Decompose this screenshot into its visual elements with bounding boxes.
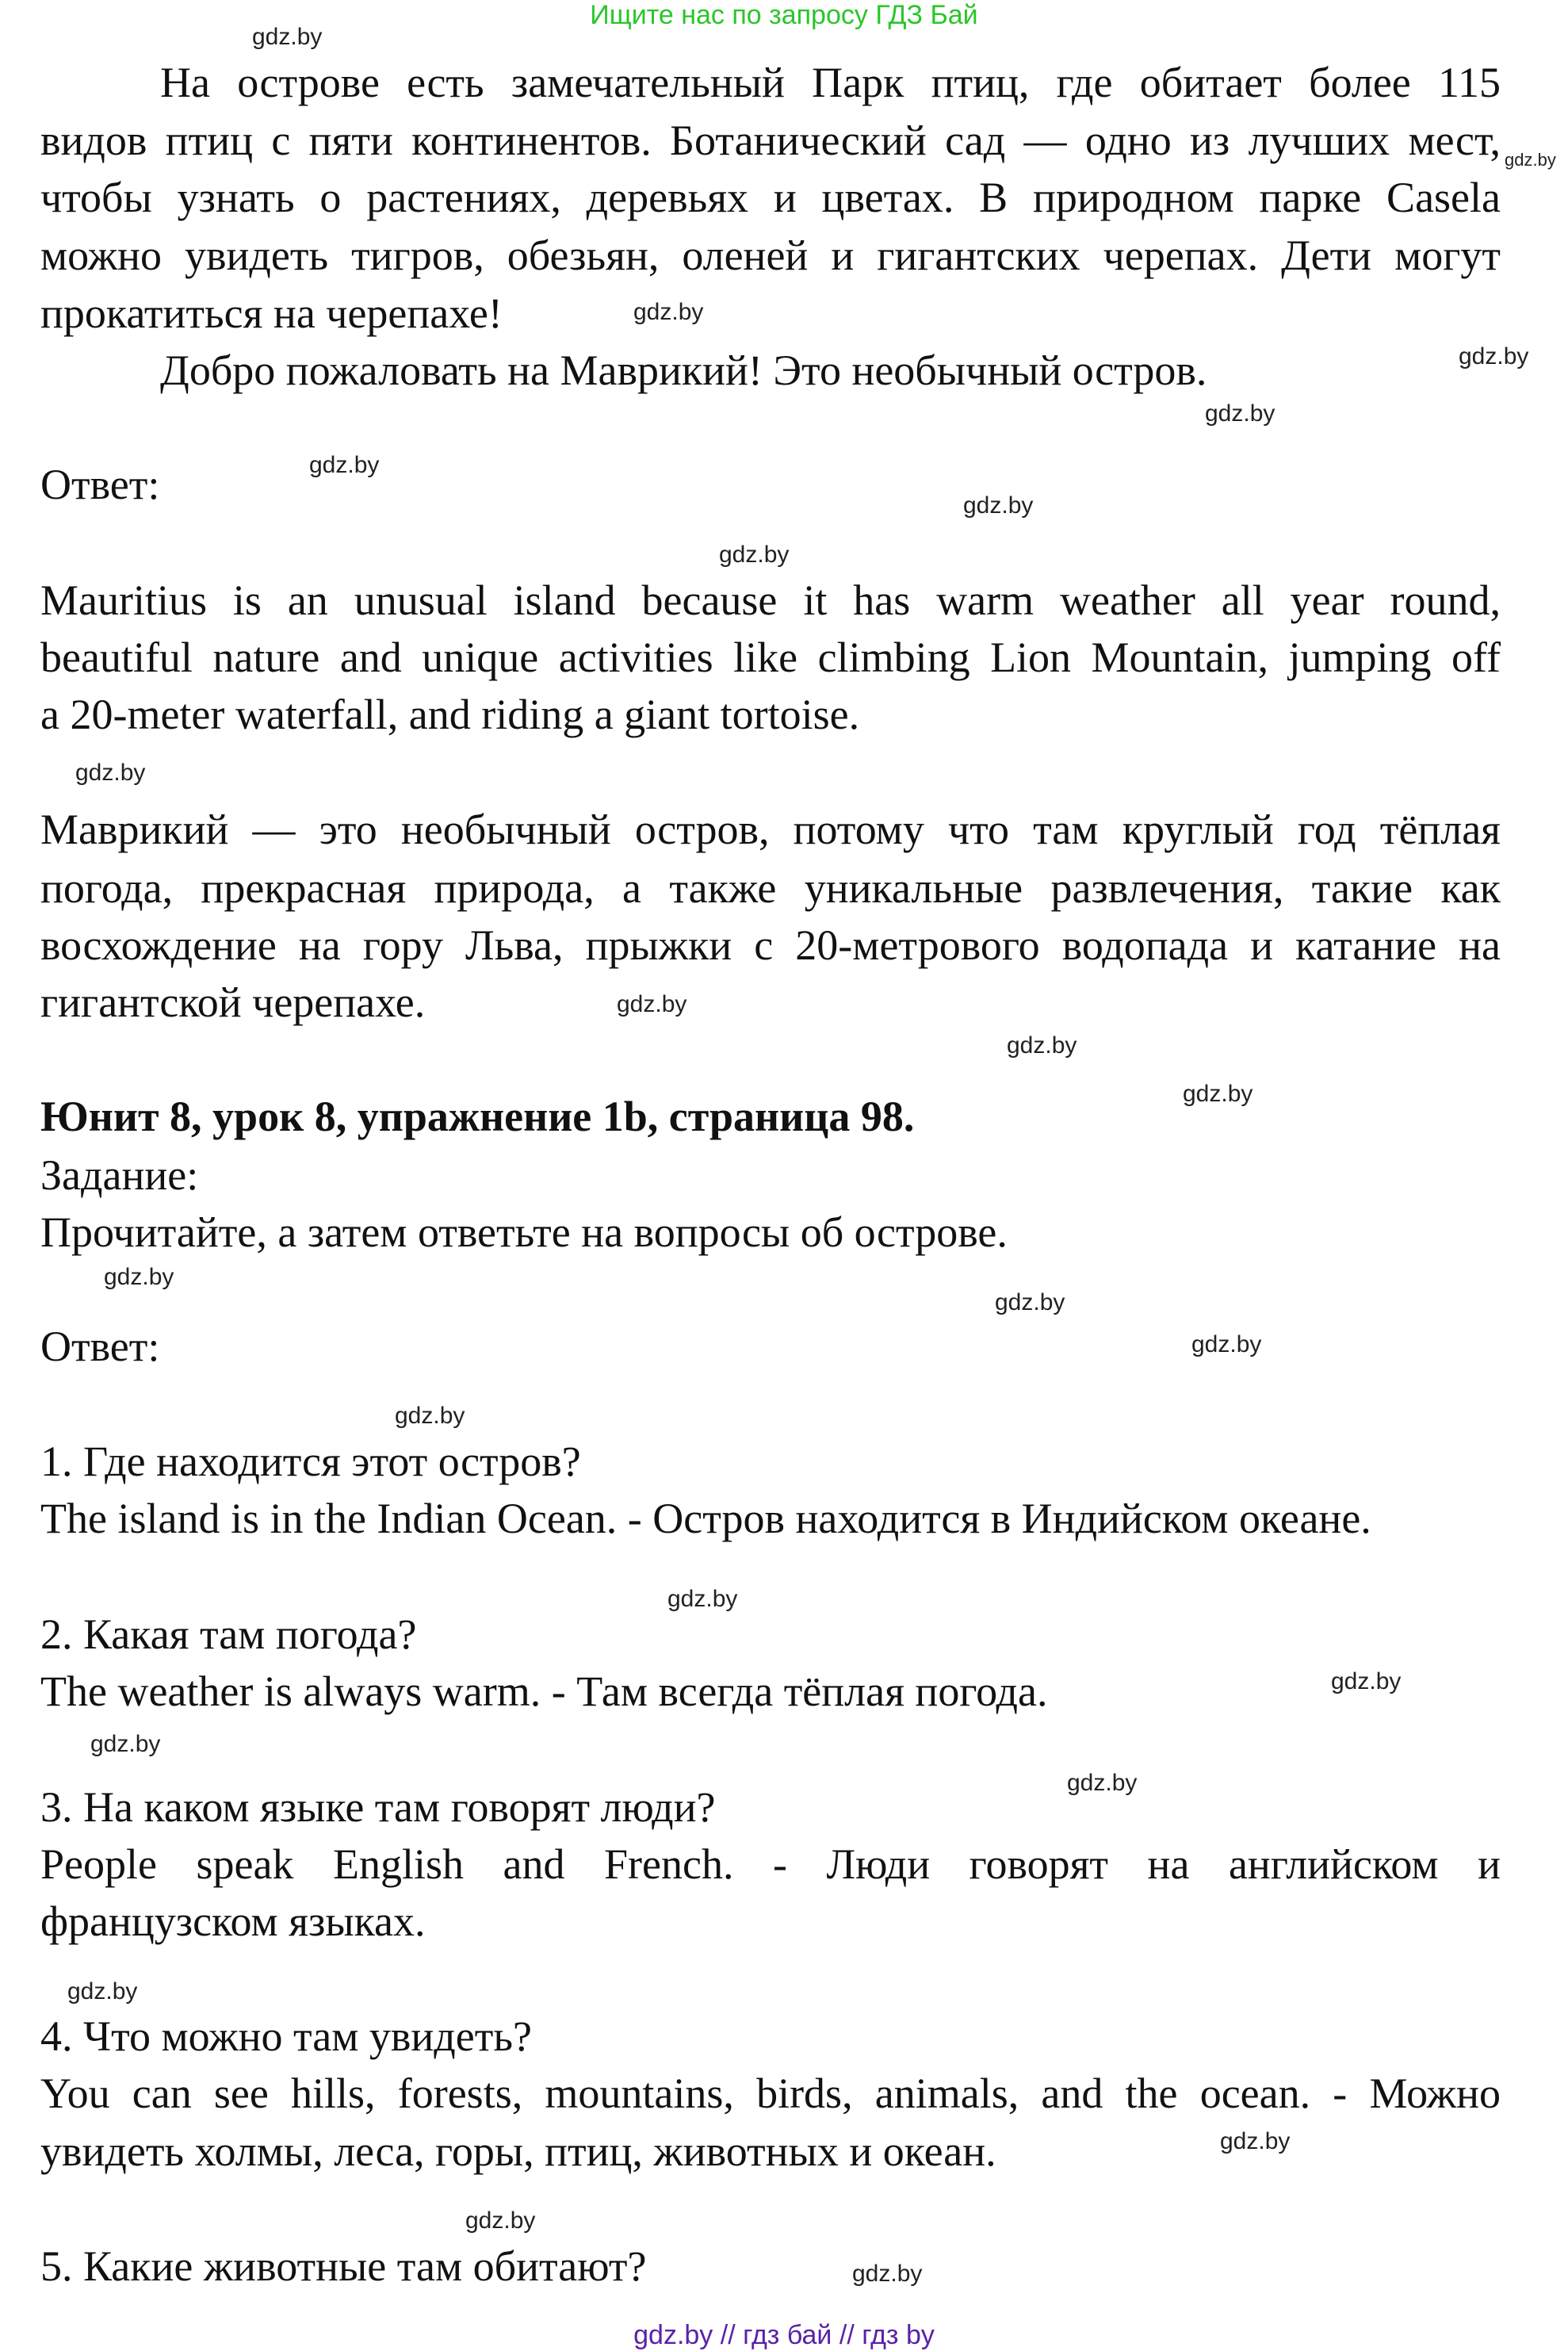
text-line: восхождение на гору Льва, прыжки с 20-метрового водопада и катание на [40,921,1501,969]
text-line: Добро пожаловать на Маврикий! Это необычный остров. [160,347,1207,394]
text-line: a 20-meter waterfall, and riding a giant tortoise. [40,691,860,738]
task-label: Задание: [40,1151,199,1199]
answer: The weather is always warm. - Там всегда тёплая погода. [40,1668,1048,1715]
question: 5. Какие животные там обитают? [40,2242,647,2290]
answer: увидеть холмы, леса, горы, птиц, животных и океан. [40,2127,996,2175]
watermark: gdz.by [1505,150,1556,170]
search-banner[interactable]: Ищите нас по запросу ГДЗ Бай [590,0,978,30]
watermark: gdz.by [75,760,146,786]
text-line: гигантской черепахе. [40,978,426,1026]
watermark: gdz.by [1331,1668,1402,1694]
watermark: gdz.by [1459,343,1529,369]
watermark: gdz.by [633,299,704,325]
answer: You can see hills, forests, mountains, birds, animals, and the ocean. - Можно [40,2070,1501,2117]
question: 3. На каком языке там говорят люди? [40,1783,716,1831]
question: 1. Где находится этот остров? [40,1438,581,1485]
answer-label: Ответ: [40,461,160,508]
watermark: gdz.by [309,452,380,478]
watermark: gdz.by [963,492,1034,519]
watermark: gdz.by [67,1978,138,2004]
watermark: gdz.by [1007,1032,1077,1059]
text-line: прокатиться на черепахе! [40,289,503,337]
text-line: Маврикий — это необычный остров, потому что там круглый год тёплая [40,806,1501,853]
answer: французском языках. [40,1897,426,1945]
watermark: gdz.by [1191,1331,1262,1357]
watermark: gdz.by [90,1731,161,1757]
watermark: gdz.by [617,991,687,1017]
text-line: погода, прекрасная природа, а также уникальные развлечения, такие как [40,864,1501,912]
watermark: gdz.by [995,1289,1065,1315]
text-line: beautiful nature and unique activities like climbing Lion Mountain, jumping off [40,634,1501,681]
watermark: gdz.by [252,24,323,50]
watermark: gdz.by [104,1264,174,1290]
text-line: можно увидеть тигров, обезьян, оленей и гигантских черепах. Дети могут [40,232,1501,279]
watermark: gdz.by [667,1586,738,1612]
watermark: gdz.by [1205,400,1275,427]
watermark: gdz.by [1220,2128,1291,2154]
footer-links[interactable]: gdz.by // гдз бай // гдз by [633,2320,935,2350]
watermark: gdz.by [1067,1770,1138,1796]
watermark: gdz.by [395,1403,465,1429]
text-line: На острове есть замечательный Парк птиц, где обитает более 115 [160,59,1501,106]
text-line: Mauritius is an unusual island because it has warm weather all year round, [40,576,1501,624]
answer-label: Ответ: [40,1323,160,1370]
answer: People speak English and French. - Люди говорят на английском и [40,1840,1501,1888]
question: 2. Какая там погода? [40,1610,417,1658]
exercise-heading: Юнит 8, урок 8, упражнение 1b, страница 98. [40,1093,915,1140]
answer: The island is in the Indian Ocean. - Остров находится в Индийском океане. [40,1495,1371,1542]
watermark: gdz.by [719,542,790,568]
text-line: видов птиц с пяти континентов. Ботанический сад — одно из лучших мест, [40,117,1501,164]
task-text: Прочитайте, а затем ответьте на вопросы об острове. [40,1208,1008,1256]
question: 4. Что можно там увидеть? [40,2012,532,2060]
watermark: gdz.by [465,2207,536,2234]
watermark: gdz.by [1183,1081,1253,1107]
text-line: чтобы узнать о растениях, деревьях и цветах. В природном парке Casela [40,174,1501,221]
watermark: gdz.by [852,2261,923,2287]
